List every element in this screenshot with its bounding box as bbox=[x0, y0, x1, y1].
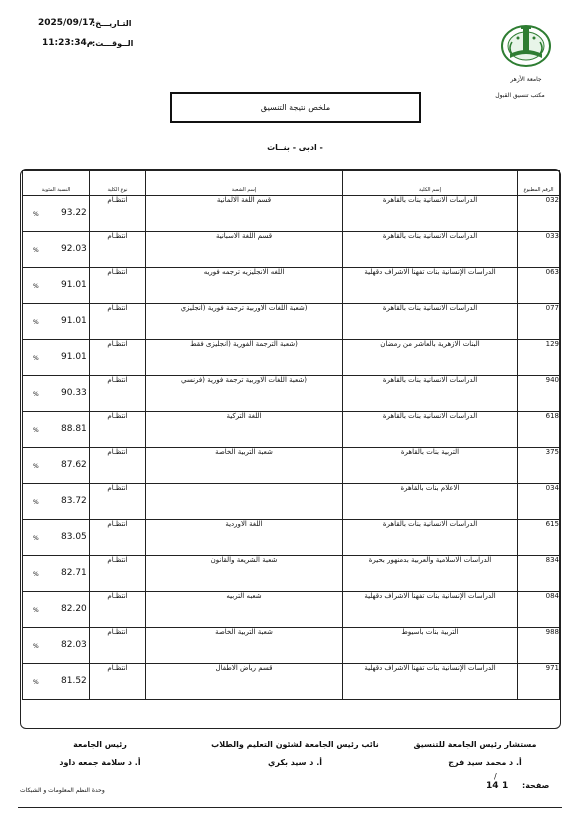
president-name: أ. د سلامة جمعه داود bbox=[59, 758, 141, 767]
table-row bbox=[23, 412, 560, 448]
row-code: 618 bbox=[518, 412, 560, 448]
row-percent-sign: % bbox=[33, 391, 39, 398]
row-percent-sign: % bbox=[33, 319, 39, 326]
row-code: 971 bbox=[518, 664, 560, 700]
row-kind: انتظـام bbox=[90, 304, 146, 340]
table-row bbox=[23, 340, 560, 376]
row-code: 034 bbox=[518, 484, 560, 520]
vice-president-name: أ. د سيد بكري bbox=[268, 758, 322, 767]
row-percent bbox=[23, 340, 90, 376]
row-kind: انتظـام bbox=[90, 448, 146, 484]
row-department: قسم اللغة الاسبانية bbox=[146, 232, 343, 268]
row-percent-value: 83.05 bbox=[61, 532, 87, 542]
row-faculty: التربية بنات بالقاهرة bbox=[343, 448, 518, 484]
row-percent bbox=[23, 304, 90, 340]
row-percent bbox=[23, 196, 90, 232]
row-faculty: الاعلام بنات بالقاهرة bbox=[343, 484, 518, 520]
row-percent-value: 91.01 bbox=[61, 352, 87, 362]
header-faculty: إسم الكلية bbox=[343, 171, 518, 196]
date-label: التـاريـــخ: bbox=[92, 19, 132, 28]
row-kind: انتظـام bbox=[90, 196, 146, 232]
row-faculty: الدراسات الانسانية بنات بالقاهرة bbox=[343, 232, 518, 268]
row-percent-sign: % bbox=[33, 355, 39, 362]
row-faculty: الدراسات الانسانية بنات بالقاهرة bbox=[343, 196, 518, 232]
row-percent bbox=[23, 268, 90, 304]
results-table bbox=[22, 170, 560, 700]
row-department: شعبة التربية الخاصة bbox=[146, 628, 343, 664]
table-row bbox=[23, 232, 560, 268]
table-row bbox=[23, 484, 560, 520]
page-total: 14 bbox=[486, 781, 499, 791]
table-row bbox=[23, 196, 560, 232]
row-department bbox=[146, 484, 343, 520]
row-kind: انتظـام bbox=[90, 376, 146, 412]
row-code: 834 bbox=[518, 556, 560, 592]
row-kind: انتظـام bbox=[90, 412, 146, 448]
row-department: اللغة الاوردية bbox=[146, 520, 343, 556]
row-department: اللغه الانجليزيه ترجمه فوريه bbox=[146, 268, 343, 304]
row-faculty: الدراسات الانسانية بنات بالقاهرة bbox=[343, 412, 518, 448]
row-percent bbox=[23, 412, 90, 448]
row-code: 940 bbox=[518, 376, 560, 412]
coordination-advisor-title: مستشار رئيس الجامعة للتنسيق bbox=[413, 740, 537, 749]
table-row bbox=[23, 556, 560, 592]
row-percent-sign: % bbox=[33, 643, 39, 650]
row-kind: انتظـام bbox=[90, 556, 146, 592]
logo-university-caption: جامعة الأزهر bbox=[510, 76, 542, 83]
row-department: شعبه التربيه bbox=[146, 592, 343, 628]
row-kind: انتظـام bbox=[90, 592, 146, 628]
row-percent-sign: % bbox=[33, 211, 39, 218]
row-percent-value: 87.62 bbox=[61, 460, 87, 470]
row-percent-sign: % bbox=[33, 427, 39, 434]
row-percent-sign: % bbox=[33, 535, 39, 542]
document-title: ملخص نتيجة التنسيق bbox=[170, 92, 421, 123]
table-row bbox=[23, 628, 560, 664]
vice-president-title: نائب رئيس الجامعة لشئون التعليم والطلاب bbox=[211, 740, 379, 749]
row-department: (شعبة اللغات الاوربية ترجمة فورية (انجليزي bbox=[146, 304, 343, 340]
page-label: صفحة: bbox=[522, 781, 550, 790]
row-percent-value: 81.52 bbox=[61, 676, 87, 686]
row-code: 033 bbox=[518, 232, 560, 268]
row-code: 063 bbox=[518, 268, 560, 304]
university-logo bbox=[498, 20, 554, 70]
row-percent-value: 82.03 bbox=[61, 640, 87, 650]
table-row bbox=[23, 376, 560, 412]
row-department: شعبة الشريعة والقانون bbox=[146, 556, 343, 592]
row-code: 615 bbox=[518, 520, 560, 556]
row-department: شعبة التربية الخاصة bbox=[146, 448, 343, 484]
row-code: 077 bbox=[518, 304, 560, 340]
row-kind: انتظـام bbox=[90, 232, 146, 268]
row-kind: انتظـام bbox=[90, 340, 146, 376]
time-value: 11:23:34م bbox=[42, 38, 94, 48]
row-department: (شعبة اللغات الاوربية ترجمة فورية (فرنسي bbox=[146, 376, 343, 412]
table-row bbox=[23, 664, 560, 700]
row-faculty: البنات الازهرية بالعاشر من رمضان bbox=[343, 340, 518, 376]
row-kind: انتظـام bbox=[90, 268, 146, 304]
row-percent-sign: % bbox=[33, 607, 39, 614]
row-percent-value: 82.20 bbox=[61, 604, 87, 614]
row-percent-value: 92.03 bbox=[61, 244, 87, 254]
table-row bbox=[23, 268, 560, 304]
row-percent-value: 93.22 bbox=[61, 208, 87, 218]
row-faculty: الدراسات الانسانية بنات بالقاهرة bbox=[343, 376, 518, 412]
time-label: الــوقـــت: bbox=[92, 39, 134, 48]
row-percent-sign: % bbox=[33, 679, 39, 686]
row-percent-value: 82.71 bbox=[61, 568, 87, 578]
university-seal-icon bbox=[498, 20, 554, 70]
header-department: إسم الشعبة bbox=[146, 171, 343, 196]
row-percent bbox=[23, 484, 90, 520]
row-department: اللغة التركية bbox=[146, 412, 343, 448]
row-kind: انتظـام bbox=[90, 484, 146, 520]
row-percent bbox=[23, 664, 90, 700]
row-percent-value: 88.81 bbox=[61, 424, 87, 434]
logo-office-caption: مكتب تنسيق القبول bbox=[495, 92, 545, 99]
page-current: 1 bbox=[502, 781, 509, 791]
header-kind: نوع الكلية bbox=[90, 171, 146, 196]
row-faculty: الدراسات الإنسانية بنات تفهنا الاشراف دقهلية bbox=[343, 664, 518, 700]
row-code: 375 bbox=[518, 448, 560, 484]
table-row bbox=[23, 592, 560, 628]
row-code: 988 bbox=[518, 628, 560, 664]
row-kind: انتظـام bbox=[90, 520, 146, 556]
row-percent-value: 91.01 bbox=[61, 280, 87, 290]
row-percent-sign: % bbox=[33, 499, 39, 506]
row-percent bbox=[23, 448, 90, 484]
header-code: الرقم المطبوع bbox=[518, 171, 560, 196]
president-title: رئيس الجامعة bbox=[73, 740, 127, 749]
row-percent bbox=[23, 376, 90, 412]
row-percent-sign: % bbox=[33, 283, 39, 290]
row-faculty: الدراسات الإنسانية بنات تفهنا الاشراف دقهلية bbox=[343, 268, 518, 304]
row-faculty: الدراسات الانسانية بنات بالقاهرة bbox=[343, 520, 518, 556]
row-department: قسم رياض الاطفال bbox=[146, 664, 343, 700]
row-code: 084 bbox=[518, 592, 560, 628]
row-percent bbox=[23, 556, 90, 592]
row-percent bbox=[23, 628, 90, 664]
row-percent-value: 91.01 bbox=[61, 316, 87, 326]
table-row bbox=[23, 304, 560, 340]
row-kind: انتظـام bbox=[90, 628, 146, 664]
row-faculty: الدراسات الإنسانية بنات تفهنا الاشراف دقهلية bbox=[343, 592, 518, 628]
row-percent-sign: % bbox=[33, 463, 39, 470]
coordination-advisor-name: أ. د محمد سيد فرج bbox=[448, 758, 522, 767]
footer-divider bbox=[18, 807, 562, 808]
document-subtitle: - ادبى - بنــات bbox=[267, 143, 323, 152]
table-row bbox=[23, 448, 560, 484]
table-header-row bbox=[23, 171, 560, 196]
row-faculty: الدراسات الانسانية بنات بالقاهرة bbox=[343, 304, 518, 340]
row-percent bbox=[23, 592, 90, 628]
row-percent-value: 83.72 bbox=[61, 496, 87, 506]
row-kind: انتظـام bbox=[90, 664, 146, 700]
row-department: قسم اللغة الالمانية bbox=[146, 196, 343, 232]
row-percent bbox=[23, 232, 90, 268]
row-percent-sign: % bbox=[33, 247, 39, 254]
date-value: 2025/09/17 bbox=[38, 18, 95, 28]
row-code: 032 bbox=[518, 196, 560, 232]
row-department: (شعبة الترجمة الفورية (انجليزى فقط bbox=[146, 340, 343, 376]
row-faculty: الدراسات الاسلامية والعربية بدمنهور بحيرة bbox=[343, 556, 518, 592]
header-percent: النسبة المئوية bbox=[23, 171, 90, 196]
row-code: 129 bbox=[518, 340, 560, 376]
row-faculty: التربية بنات باسيوط bbox=[343, 628, 518, 664]
row-percent-sign: % bbox=[33, 571, 39, 578]
page-separator: / bbox=[494, 772, 497, 781]
table-row bbox=[23, 520, 560, 556]
row-percent-value: 90.33 bbox=[61, 388, 87, 398]
row-percent bbox=[23, 520, 90, 556]
unit-name: وحدة النظم المعلومات و الشبكات bbox=[20, 787, 105, 794]
